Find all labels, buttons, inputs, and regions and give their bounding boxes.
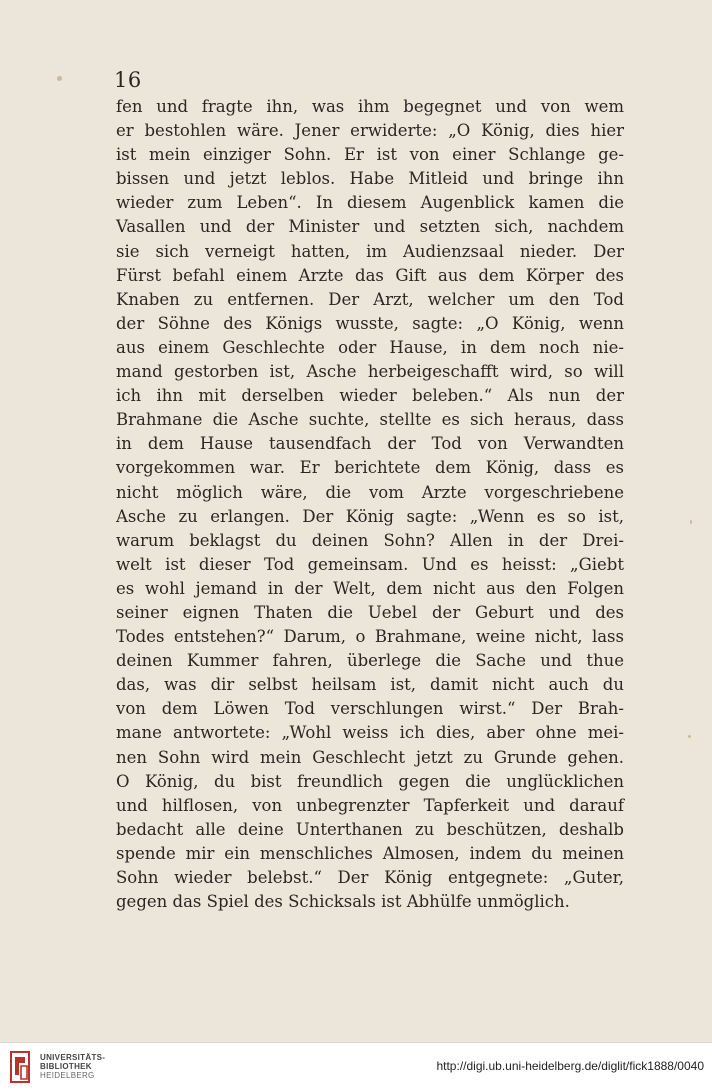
text-line: spende mir ein menschliches Almosen, indem du meinen	[116, 843, 624, 863]
text-line: bedacht alle deine Unterthanen zu beschützen, deshalb	[116, 819, 624, 839]
library-name-line: BIBLIOTHEK	[40, 1062, 92, 1071]
text-line: ist mein einziger Sohn. Er ist von einer Schlange ge-	[116, 145, 624, 165]
text-line: und hilflosen, von unbegrenzter Tapferkeit und darauf	[116, 795, 624, 815]
text-line: in dem Hause tausendfach der Tod von Verwandten	[116, 434, 624, 454]
text-line: das, was dir selbst heilsam ist, damit nicht auch du	[116, 675, 624, 695]
text-line: er bestohlen wäre. Jener erwiderte: „O König, dies hier	[116, 121, 624, 141]
text-line: vorgekommen war. Er berichtete dem König, dass es	[116, 458, 624, 478]
library-logo-icon	[8, 1049, 34, 1085]
library-name-line: HEIDELBERG	[40, 1071, 95, 1080]
library-name	[40, 1053, 105, 1080]
text-line: Todes entstehen?“ Darum, o Brahmane, weine nicht, lass	[116, 627, 624, 647]
text-line: deinen Kummer fahren, überlege die Sache und thue	[116, 651, 624, 671]
source-url-link[interactable]: http://digi.ub.uni-heidelberg.de/diglit/fick1888/0040	[436, 1059, 704, 1073]
text-line: Fürst befahl einem Arzte das Gift aus dem Körper des	[116, 265, 624, 285]
paper-speck	[57, 76, 62, 81]
text-line: ich ihn mit derselben wieder beleben.“ Als nun der	[116, 386, 624, 406]
text-line: seiner eignen Thaten die Uebel der Geburt und des	[116, 602, 624, 622]
text-line: mand gestorben ist, Asche herbeigeschafft wird, so will	[116, 362, 624, 382]
text-line: Knaben zu entfernen. Der Arzt, welcher um den Tod	[116, 289, 624, 309]
text-line: welt ist dieser Tod gemeinsam. Und es heisst: „Giebt	[116, 554, 624, 574]
text-line: O König, du bist freundlich gegen die unglücklichen	[116, 771, 624, 791]
text-line: von dem Löwen Tod verschlungen wirst.“ Der Brah-	[116, 699, 624, 719]
body-text	[116, 95, 624, 914]
text-line: nen Sohn wird mein Geschlecht jetzt zu Grunde gehen.	[116, 747, 624, 767]
library-name-line: UNIVERSITÄTS-	[40, 1053, 106, 1062]
text-line: der Söhne des Königs wusste, sagte: „O König, wenn	[116, 313, 624, 333]
text-line: Asche zu erlangen. Der König sagte: „Wenn es so ist,	[116, 506, 624, 526]
paper-speck	[690, 520, 692, 524]
page-number: 16	[114, 68, 142, 92]
text-line: Vasallen und der Minister und setzten sich, nachdem	[116, 217, 624, 237]
text-line: mane antwortete: „Wohl weiss ich dies, aber ohne mei-	[116, 723, 624, 743]
text-line: nicht möglich wäre, die vom Arzte vorgeschriebene	[116, 482, 624, 502]
text-line: es wohl jemand in der Welt, dem nicht aus den Folgen	[116, 578, 624, 598]
text-line: fen und fragte ihn, was ihm begegnet und von wem	[116, 97, 624, 116]
text-line: aus einem Geschlechte oder Hause, in dem noch nie-	[116, 337, 624, 357]
footer-bar	[0, 1042, 712, 1092]
text-line: sie sich verneigt hatten, im Audienzsaal nieder. Der	[116, 241, 624, 261]
text-line: warum beklagst du deinen Sohn? Allen in der Drei-	[116, 530, 624, 550]
text-line: bissen und jetzt leblos. Habe Mitleid und bringe ihn	[116, 169, 624, 189]
text-line: wieder zum Leben“. In diesem Augenblick kamen die	[116, 193, 624, 213]
paper-speck	[688, 735, 691, 738]
text-line: gegen das Spiel des Schicksals ist Abhülfe unmöglich.	[116, 892, 570, 912]
text-line: Sohn wieder belebst.“ Der König entgegnete: „Guter,	[116, 868, 624, 887]
text-line: Brahmane die Asche suchte, stellte es sich heraus, dass	[116, 410, 624, 430]
